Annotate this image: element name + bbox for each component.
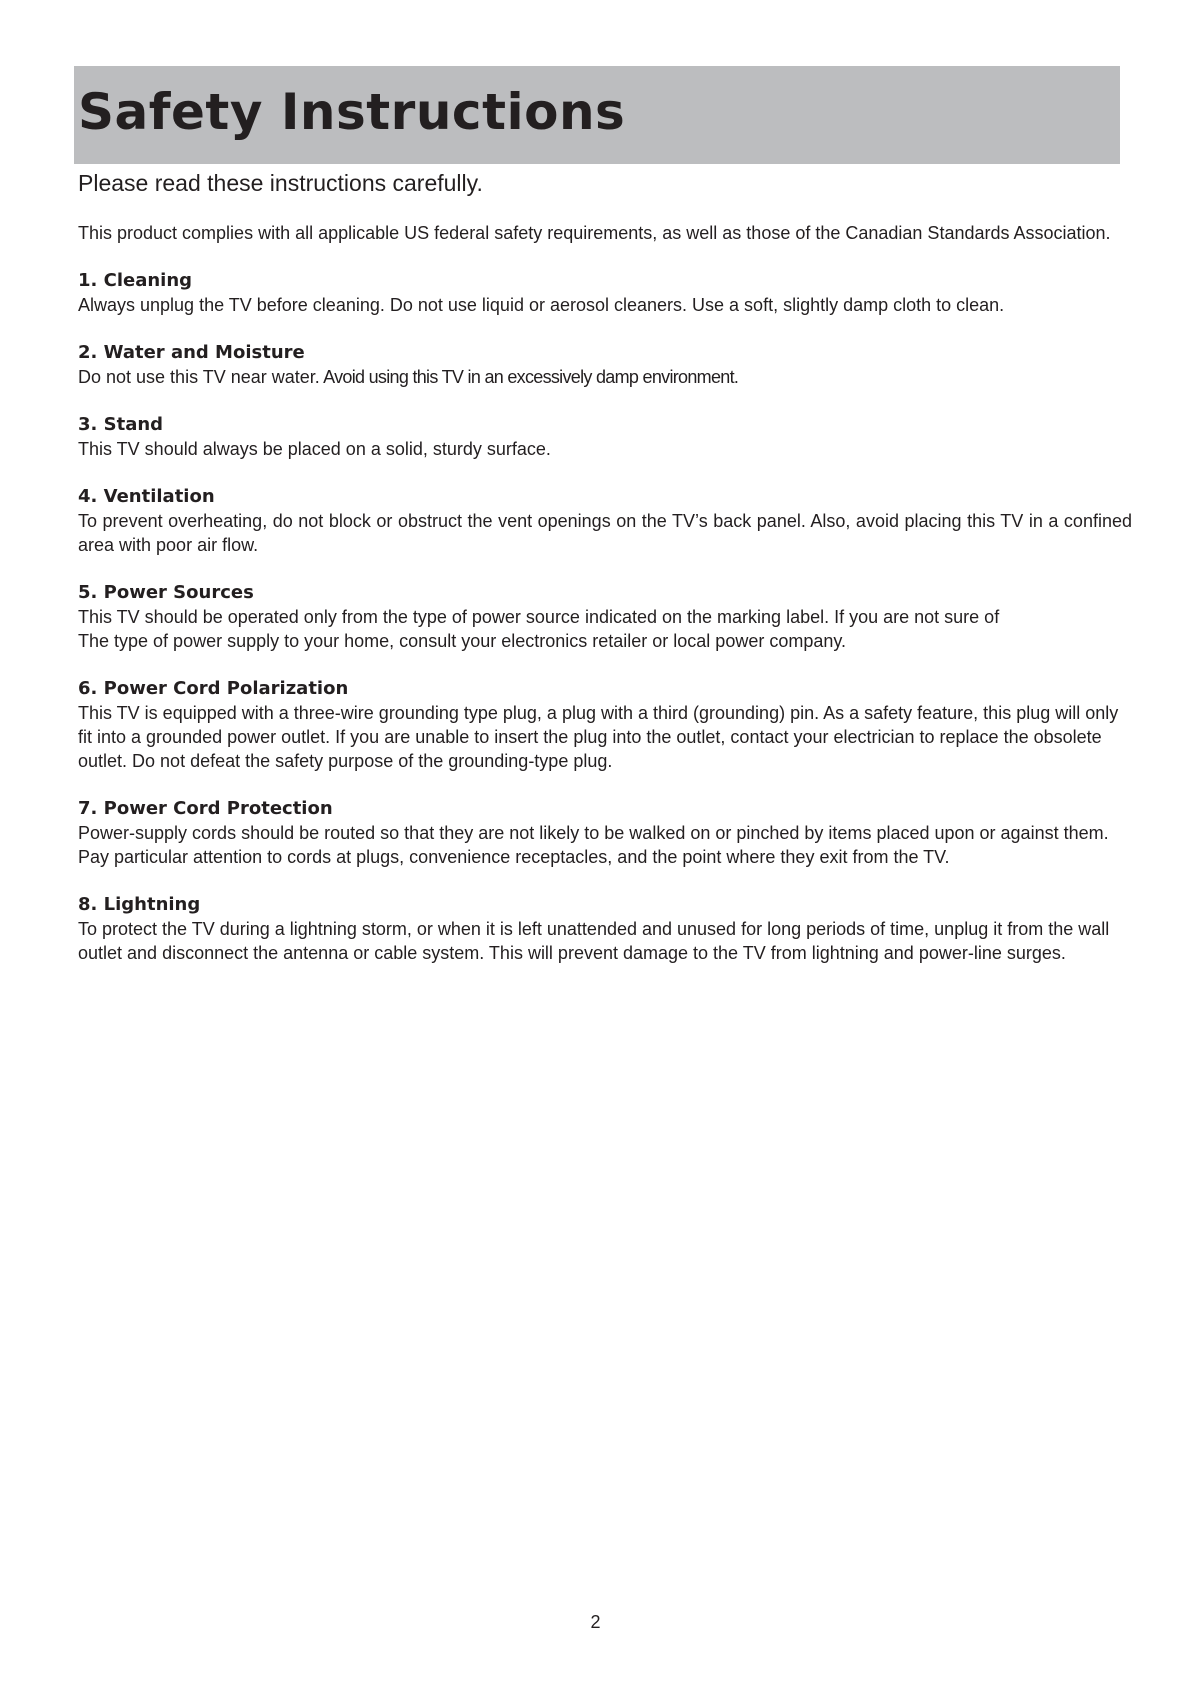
page-subtitle: Please read these instructions carefully.: [78, 170, 483, 196]
section-power-sources: [78, 581, 1132, 653]
section-body-part: Do not use this TV near water.: [78, 367, 320, 387]
section-water-moisture: [78, 341, 1132, 389]
section-body: To prevent overheating, do not block or obstruct the vent openings on the TV’s back panel. Also, avoid placing this TV in a confined area with poor air flow.: [78, 511, 1132, 555]
section-stand: [78, 413, 1132, 461]
section-heading: 2. Water and Moisture: [78, 342, 305, 363]
section-body: Power-supply cords should be routed so that they are not likely to be walked on or pinched by items placed upon or against them. Pay particular attention to cords at plugs, convenience receptacles, and the point where they exit from the TV.: [78, 823, 1109, 867]
section-heading: 4. Ventilation: [78, 486, 215, 507]
section-heading: 7. Power Cord Protection: [78, 798, 333, 819]
section-body: Always unplug the TV before cleaning. Do not use liquid or aerosol cleaners. Use a soft, slightly damp cloth to clean.: [78, 295, 1005, 315]
section-body-line: The type of power supply to your home, consult your electronics retailer or local power company.: [78, 631, 847, 651]
section-body: [78, 365, 1132, 389]
section-heading: 3. Stand: [78, 414, 164, 435]
section-heading: 8. Lightning: [78, 894, 201, 915]
section-cleaning: [78, 269, 1132, 317]
section-body-line: This TV should be operated only from the type of power source indicated on the marking label. If you are not sure of: [78, 607, 1000, 627]
section-power-cord-polarization: [78, 677, 1132, 773]
page-title: Safety Instructions: [78, 83, 626, 141]
section-body: To protect the TV during a lightning storm, or when it is left unattended and unused for long periods of time, unplug it from the wall outlet and disconnect the antenna or cable system. This will prevent damage to the TV from lightning and power-line surges.: [78, 919, 1110, 963]
section-body: This TV should always be placed on a solid, sturdy surface.: [78, 439, 551, 459]
section-ventilation: [78, 485, 1132, 557]
section-power-cord-protection: [78, 797, 1132, 869]
instructions-content: [78, 221, 1132, 989]
section-body: This TV is equipped with a three-wire grounding type plug, a plug with a third (grounding) pin. As a safety feature, this plug will only fit into a grounded power outlet. If you are unable to insert the plug into the outlet, contact your electrician to replace the obsolete outlet. Do not defeat the safety purpose of the grounding-type plug.: [78, 703, 1119, 771]
page-number: 2: [590, 1612, 601, 1632]
section-heading: 1. Cleaning: [78, 270, 193, 291]
section-heading: 5. Power Sources: [78, 582, 254, 603]
section-body: [78, 605, 1132, 653]
section-lightning: [78, 893, 1132, 965]
intro-paragraph: This product complies with all applicable US federal safety requirements, as well as those of the Canadian Standards Association.: [78, 223, 1111, 243]
section-body-part: Avoid using this TV in an excessively damp environment.: [319, 367, 739, 387]
section-heading: 6. Power Cord Polarization: [78, 678, 349, 699]
title-bar: [74, 66, 1120, 164]
